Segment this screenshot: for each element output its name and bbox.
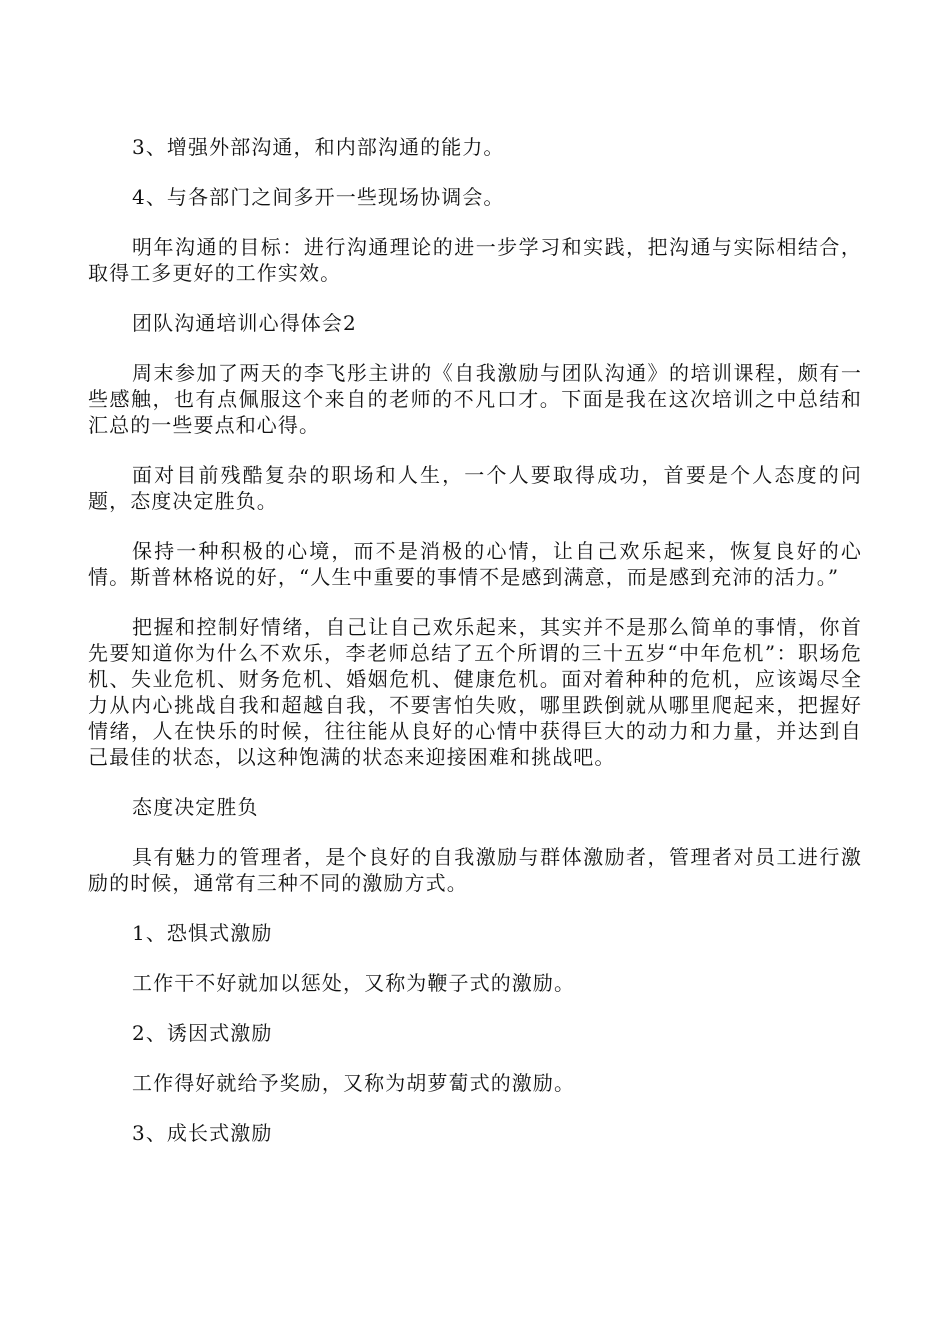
list-item-incentive: 2、诱因式激励 bbox=[132, 1021, 273, 1045]
list-item-3: 3、增强外部沟通，和内部沟通的能力。 bbox=[132, 135, 505, 159]
document-page bbox=[88, 134, 862, 1146]
list-item-growth: 3、成长式激励 bbox=[132, 1121, 273, 1145]
paragraph-intro: 周末参加了两天的李飞彤主讲的《自我激励与团队沟通》的培训课程，颇有一些感触，也有点佩服这个来自的老师的不凡口才。下面是我在这次培训之中总结和汇总的一些要点和心得。 bbox=[88, 361, 862, 437]
subheading-attitude: 态度决定胜负 bbox=[132, 795, 259, 819]
paragraph-emotion: 把握和控制好情绪，自己让自己欢乐起来，其实并不是那么简单的事情，你首先要知道你为什么不欢乐，李老师总结了五个所谓的三十五岁“中年危机”：职场危机、失业危机、财务危机、婚姻危机、健康危机。面对着种种的危机，应该竭尽全力从内心挑战自我和超越自我，不要害怕失败，哪里跌倒就从哪里爬起来，把握好情绪，人在快乐的时候，往往能从良好的心情中获得巨大的动力和力量，并达到自己最佳的状态，以这种饱满的状态来迎接困难和挑战吧。 bbox=[88, 615, 862, 769]
paragraph-attitude: 面对目前残酷复杂的职场和人生，一个人要取得成功，首要是个人态度的问题，态度决定胜负。 bbox=[88, 463, 862, 513]
list-item-fear: 1、恐惧式激励 bbox=[132, 921, 273, 945]
paragraph-mood: 保持一种积极的心境，而不是消极的心情，让自己欢乐起来，恢复良好的心情。斯普林格说的好，“人生中重要的事情不是感到满意，而是感到充沛的活力。” bbox=[88, 539, 862, 589]
paragraph-goal: 明年沟通的目标：进行沟通理论的进一步学习和实践，把沟通与实际相结合，取得工多更好的工作实效。 bbox=[88, 235, 862, 285]
paragraph-fear: 工作干不好就加以惩处，又称为鞭子式的激励。 bbox=[132, 971, 576, 995]
section-heading: 团队沟通培训心得体会2 bbox=[132, 311, 357, 335]
paragraph-incentive: 工作得好就给予奖励，又称为胡萝蔔式的激励。 bbox=[132, 1071, 576, 1095]
list-item-4: 4、与各部门之间多开一些现场协调会。 bbox=[132, 185, 505, 209]
paragraph-manager: 具有魅力的管理者，是个良好的自我激励与群体激励者，管理者对员工进行激励的时候，通常有三种不同的激励方式。 bbox=[88, 845, 862, 895]
